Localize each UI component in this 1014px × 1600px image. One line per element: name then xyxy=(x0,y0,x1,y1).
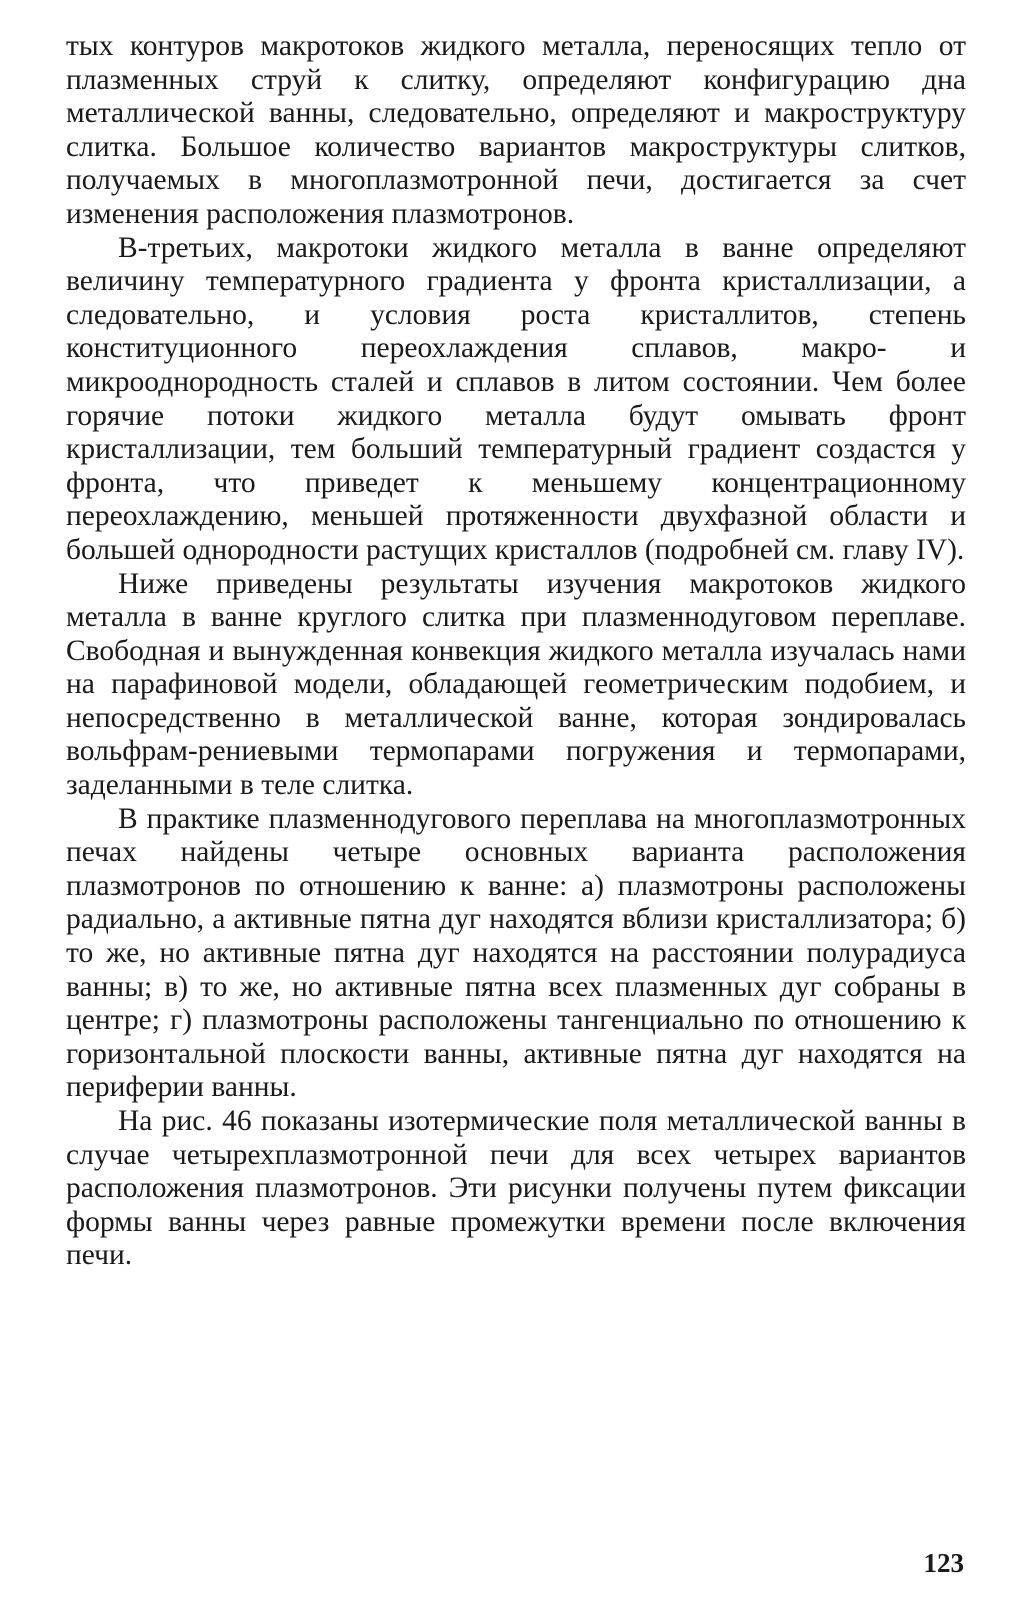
page-body xyxy=(66,30,966,1273)
paragraph-5: На рис. 46 показаны изотермические поля металлической ванны в случае четырехплазмотронной печи для всех четырех вариантов расположения плазмотронов. Эти рисунки получены путем фиксации формы ванны через равные промежутки времени после включения печи. xyxy=(66,1105,966,1272)
paragraph-2: В-третьих, макротоки жидкого металла в ванне определяют величину температурного градиента у фронта кристаллизации, а следовательно, и условия роста кристаллитов, степень конституционного переохлаждения сплавов, макро- и микрооднородность сталей и сплавов в литом состоянии. Чем более горячие потоки жидкого металла будут омывать фронт кристаллизации, тем больший температурный градиент создастся у фронта, что приведет к меньшему концентрационному переохлаждению, меньшей протяженности двухфазной области и большей однородности растущих кристаллов (подробней см. главу IV). xyxy=(66,231,966,566)
paragraph-3: Ниже приведены результаты изучения макротоков жидкого металла в ванне круглого слитка при плазменнодуговом переплаве. Свободная и вынужденная конвекция жидкого металла изучалась нами на парафиновой модели, обладающей геометрическим подобием, и непосредственно в металлической ванне, которая зондировалась вольфрам-рениевыми термопарами погружения и термопарами, заделанными в теле слитка. xyxy=(66,567,966,802)
page-number: 123 xyxy=(923,1548,964,1578)
paragraph-4: В практике плазменнодугового переплава на многоплазмотронных печах найдены четыре основных варианта расположения плазмотронов по отношению к ванне: а) плазмотроны расположены радиально, а активные пятна дуг находятся вблизи кристаллизатора; б) то же, но активные пятна дуг находятся на расстоянии полурадиуса ванны; в) то же, но активные пятна всех плазменных дуг собраны в центре; г) плазмотроны расположены тангенциально по отношению к горизонтальной плоскости ванны, активные пятна дуг находятся на периферии ванны. xyxy=(66,802,966,1104)
paragraph-1: тых контуров макротоков жидкого металла, переносящих тепло от плазменных струй к слитку, определяют конфигурацию дна металлической ванны, следовательно, определяют и макроструктуру слитка. Большое количество вариантов макроструктуры слитков, получаемых в многоплазмотронной печи, достигается за счет изменения расположения плазмотронов. xyxy=(66,30,966,230)
